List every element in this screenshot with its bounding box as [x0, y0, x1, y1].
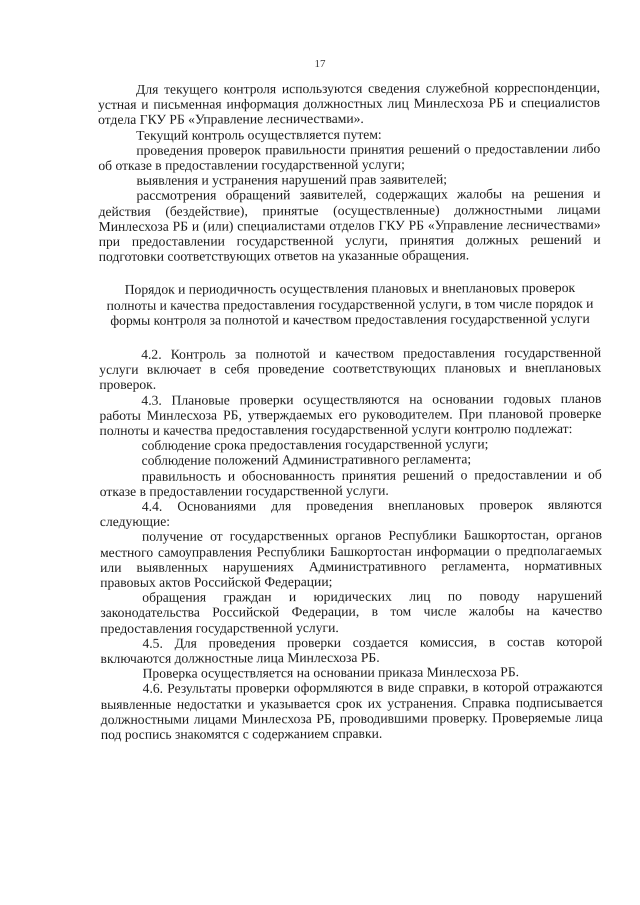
page-number: 17: [314, 58, 326, 70]
paragraph: Проверка осуществляется на основании приказа Минлесхоза РБ.: [142, 664, 520, 682]
document-body: [98, 80, 603, 742]
paragraph: 4.3. Плановые проверки осуществляются на основании годовых планов работы Минлесхоза РБ, утверждаемых его руководителем. При плановой проверке полноты и качества предоставления государственной услуги контролю подлежат:: [99, 390, 602, 438]
paragraph: Текущий контроль осуществляется путем:: [136, 126, 382, 143]
paragraph: соблюдение срока предоставления государственной услуги;: [141, 436, 489, 453]
paragraph: соблюдение положений Административного регламента;: [141, 451, 472, 469]
paragraph: проведения проверок правильности принятия решений о предоставлении либо об отказе в предоставлении государственной услуги;: [98, 140, 601, 174]
section-heading: Порядок и периодичность осуществления плановых и внеплановых проверок полноты и качества предоставления государственной услуги, в том числе порядок и формы контроля за полнотой и качеством предоставления государственной услуги: [106, 280, 594, 329]
paragraph: 4.4. Основаниями для проведения внеплановых проверок являются следующие:: [99, 496, 602, 530]
paragraph: 4.5. Для проведения проверки создается комиссия, в состав которой включаются должностные лица Минлесхоза РБ.: [100, 633, 603, 666]
paragraph: Для текущего контроля используются сведения служебной корреспонденции, устная и письменная информация должностных лиц Минлесхоза РБ и специалистов отдела ГКУ РБ «Управление лесничествами».: [98, 79, 601, 128]
paragraph: получение от государственных органов Республики Башкортостан, органов местного самоуправления Республики Башкортостан информации о предполагаемых или выявленных нарушениях Административного регламента, нормативных правовых актов Российской Федерации;: [100, 527, 603, 590]
paragraph: 4.2. Контроль за полнотой и качеством предоставления государственной услуги включает в себя проведение соответствующих плановых и внеплановых проверок.: [99, 344, 602, 393]
paragraph: обращения граждан и юридических лиц по поводу нарушений законодательства Российской Федерации, в том числе жалобы на качество предоставления государственной услуги.: [100, 587, 603, 636]
paragraph: 4.6. Результаты проверки оформляются в виде справки, в которой отражаются выявленные недостатки и указывается срок их устранения. Справка подписывается должностными лицами Минлесхоза РБ, проводившими проверку. Проверяемые лица под роспись знакомятся с содержанием справки.: [100, 679, 603, 743]
paragraph: правильность и обоснованность принятия решений о предоставлении и об отказе в предоставлении государственной услуги.: [99, 466, 602, 499]
paragraph: выявления и устранения нарушений прав заявителей;: [136, 171, 448, 189]
paragraph: рассмотрения обращений заявителей, содержащих жалобы на решения и действия (бездействие), принятые (осуществленные) должностными лицами Минлесхоза РБ и (или) специалистами отделов ГКУ РБ «Управление лесничествами» при предоставлении государственной услуги, принятия должных решений и подготовки соответствующих ответов на указанные обращения.: [98, 186, 601, 265]
